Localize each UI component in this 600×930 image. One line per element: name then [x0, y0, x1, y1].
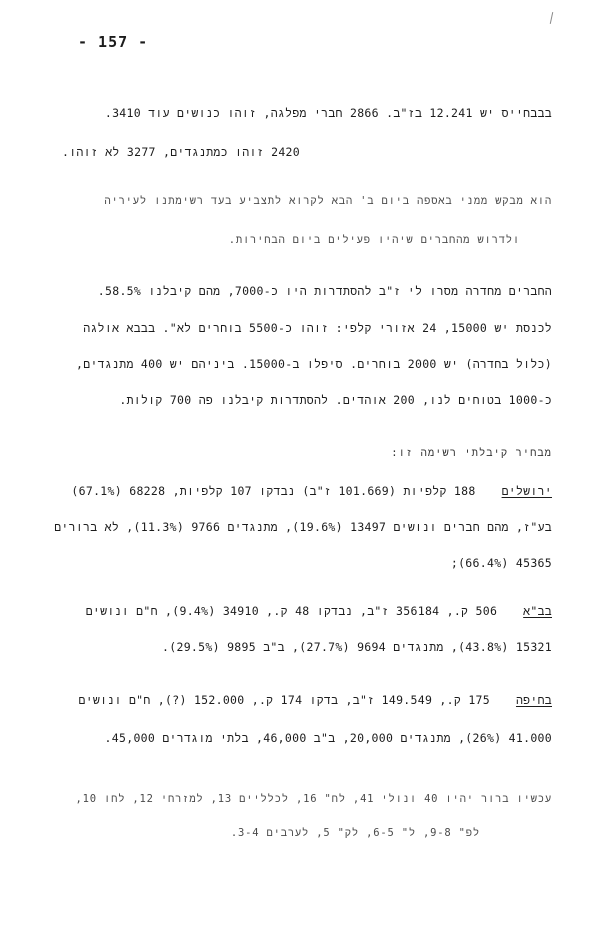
- list-heading: מבחיר קיבלתי רשימה זו:: [391, 447, 552, 459]
- haifa-line-1: [79, 693, 552, 707]
- city-jerusalem: ירושלים: [501, 484, 552, 498]
- city-haifa: בחיפה: [515, 693, 552, 707]
- paragraph-3-line-4: כ-1000 בטוחים לנו, 200 אוהדים. להסתדרות קיבלנו פה 700 קולות.: [119, 393, 552, 407]
- page-number: - 157 -: [78, 33, 149, 51]
- margin-mark: [550, 12, 553, 24]
- last-paragraph-line-1: עכשיו ברור יהיו 40 ונולי 41, לח" 16, לכלליים 13, למזרחי 12, לחו 10,: [75, 793, 552, 805]
- paragraph-3-line-1: החברים מחדרה מסרו לי ז"ב להסתדרות היו כ-7000, מהם קיבלנו 58.5%.: [97, 284, 552, 298]
- haifa-line-1-text: 175 ק., 149.549 ז"ב, בדקו 174 ק., 152.000 (?), ח"ם ונושים: [78, 693, 490, 707]
- jerusalem-line-3: 45365 (66.4%);: [450, 556, 552, 570]
- paragraph-1-line-2: 2420 זוהו כמתנגדים, 3277 לא זוהו.: [61, 145, 300, 159]
- paragraph-3-line-2: לכנסת יש 15000, 24 אזורי קלפי: זוהו כ-5500 בוחרים לא". בבבא אולגה: [83, 321, 552, 335]
- paragraph-2-line-1: הוא מבקש ממני באספה ביום ב' הבא לקרוא לתצביע בעד רשימתנו לעיריה: [104, 195, 552, 207]
- paragraph-2-line-2: ולדרוש מהחברים שיהיו פעילים ביום הבחירות.: [228, 234, 520, 246]
- beersheva-line-1-text: 506 ק., 356184 ז"ב, נבדקו 48 ק., 34910 (9.4%), ח"ם ונושים: [85, 604, 498, 618]
- beersheva-line-2: 15321 (43.8%), מתנגדים 9694 (27.7%), ב"ב 9895 (29.5%).: [162, 640, 552, 654]
- paragraph-1-line-1: בבבחייס יש 12.241 בז"ב. 2866 חברי מפלגה, זוהו כנושים עוד 3410.: [104, 106, 552, 120]
- last-paragraph-line-2: לפ" 9-8, ל" 6-5, לק" 5, לערבים 3-4.: [230, 827, 480, 839]
- jerusalem-line-1-text: 188 קלפיות (101.669 ז"ב) נבדקו 107 קלפיות, 68228 (67.1%): [71, 484, 476, 498]
- jerusalem-line-2: בע"ז, מהם חברים ונושים 13497 (19.6%), מתנגדים 9766 (11.3%), לא ברורים: [54, 520, 552, 534]
- jerusalem-line-1: [71, 484, 552, 498]
- paragraph-3-line-3: (כלול בחדרה) יש 2000 בוחרים. סיפלו ב-15000. ביניהם יש 400 מתנגדים,: [76, 357, 552, 371]
- haifa-line-2: 41.000 (26%), מתנגדים 20,000, ב"ב 46,000, בלתי מוגדרים 45,000.: [104, 731, 552, 745]
- beersheva-line-1: [86, 604, 552, 618]
- city-beersheva: בב"א: [523, 604, 552, 618]
